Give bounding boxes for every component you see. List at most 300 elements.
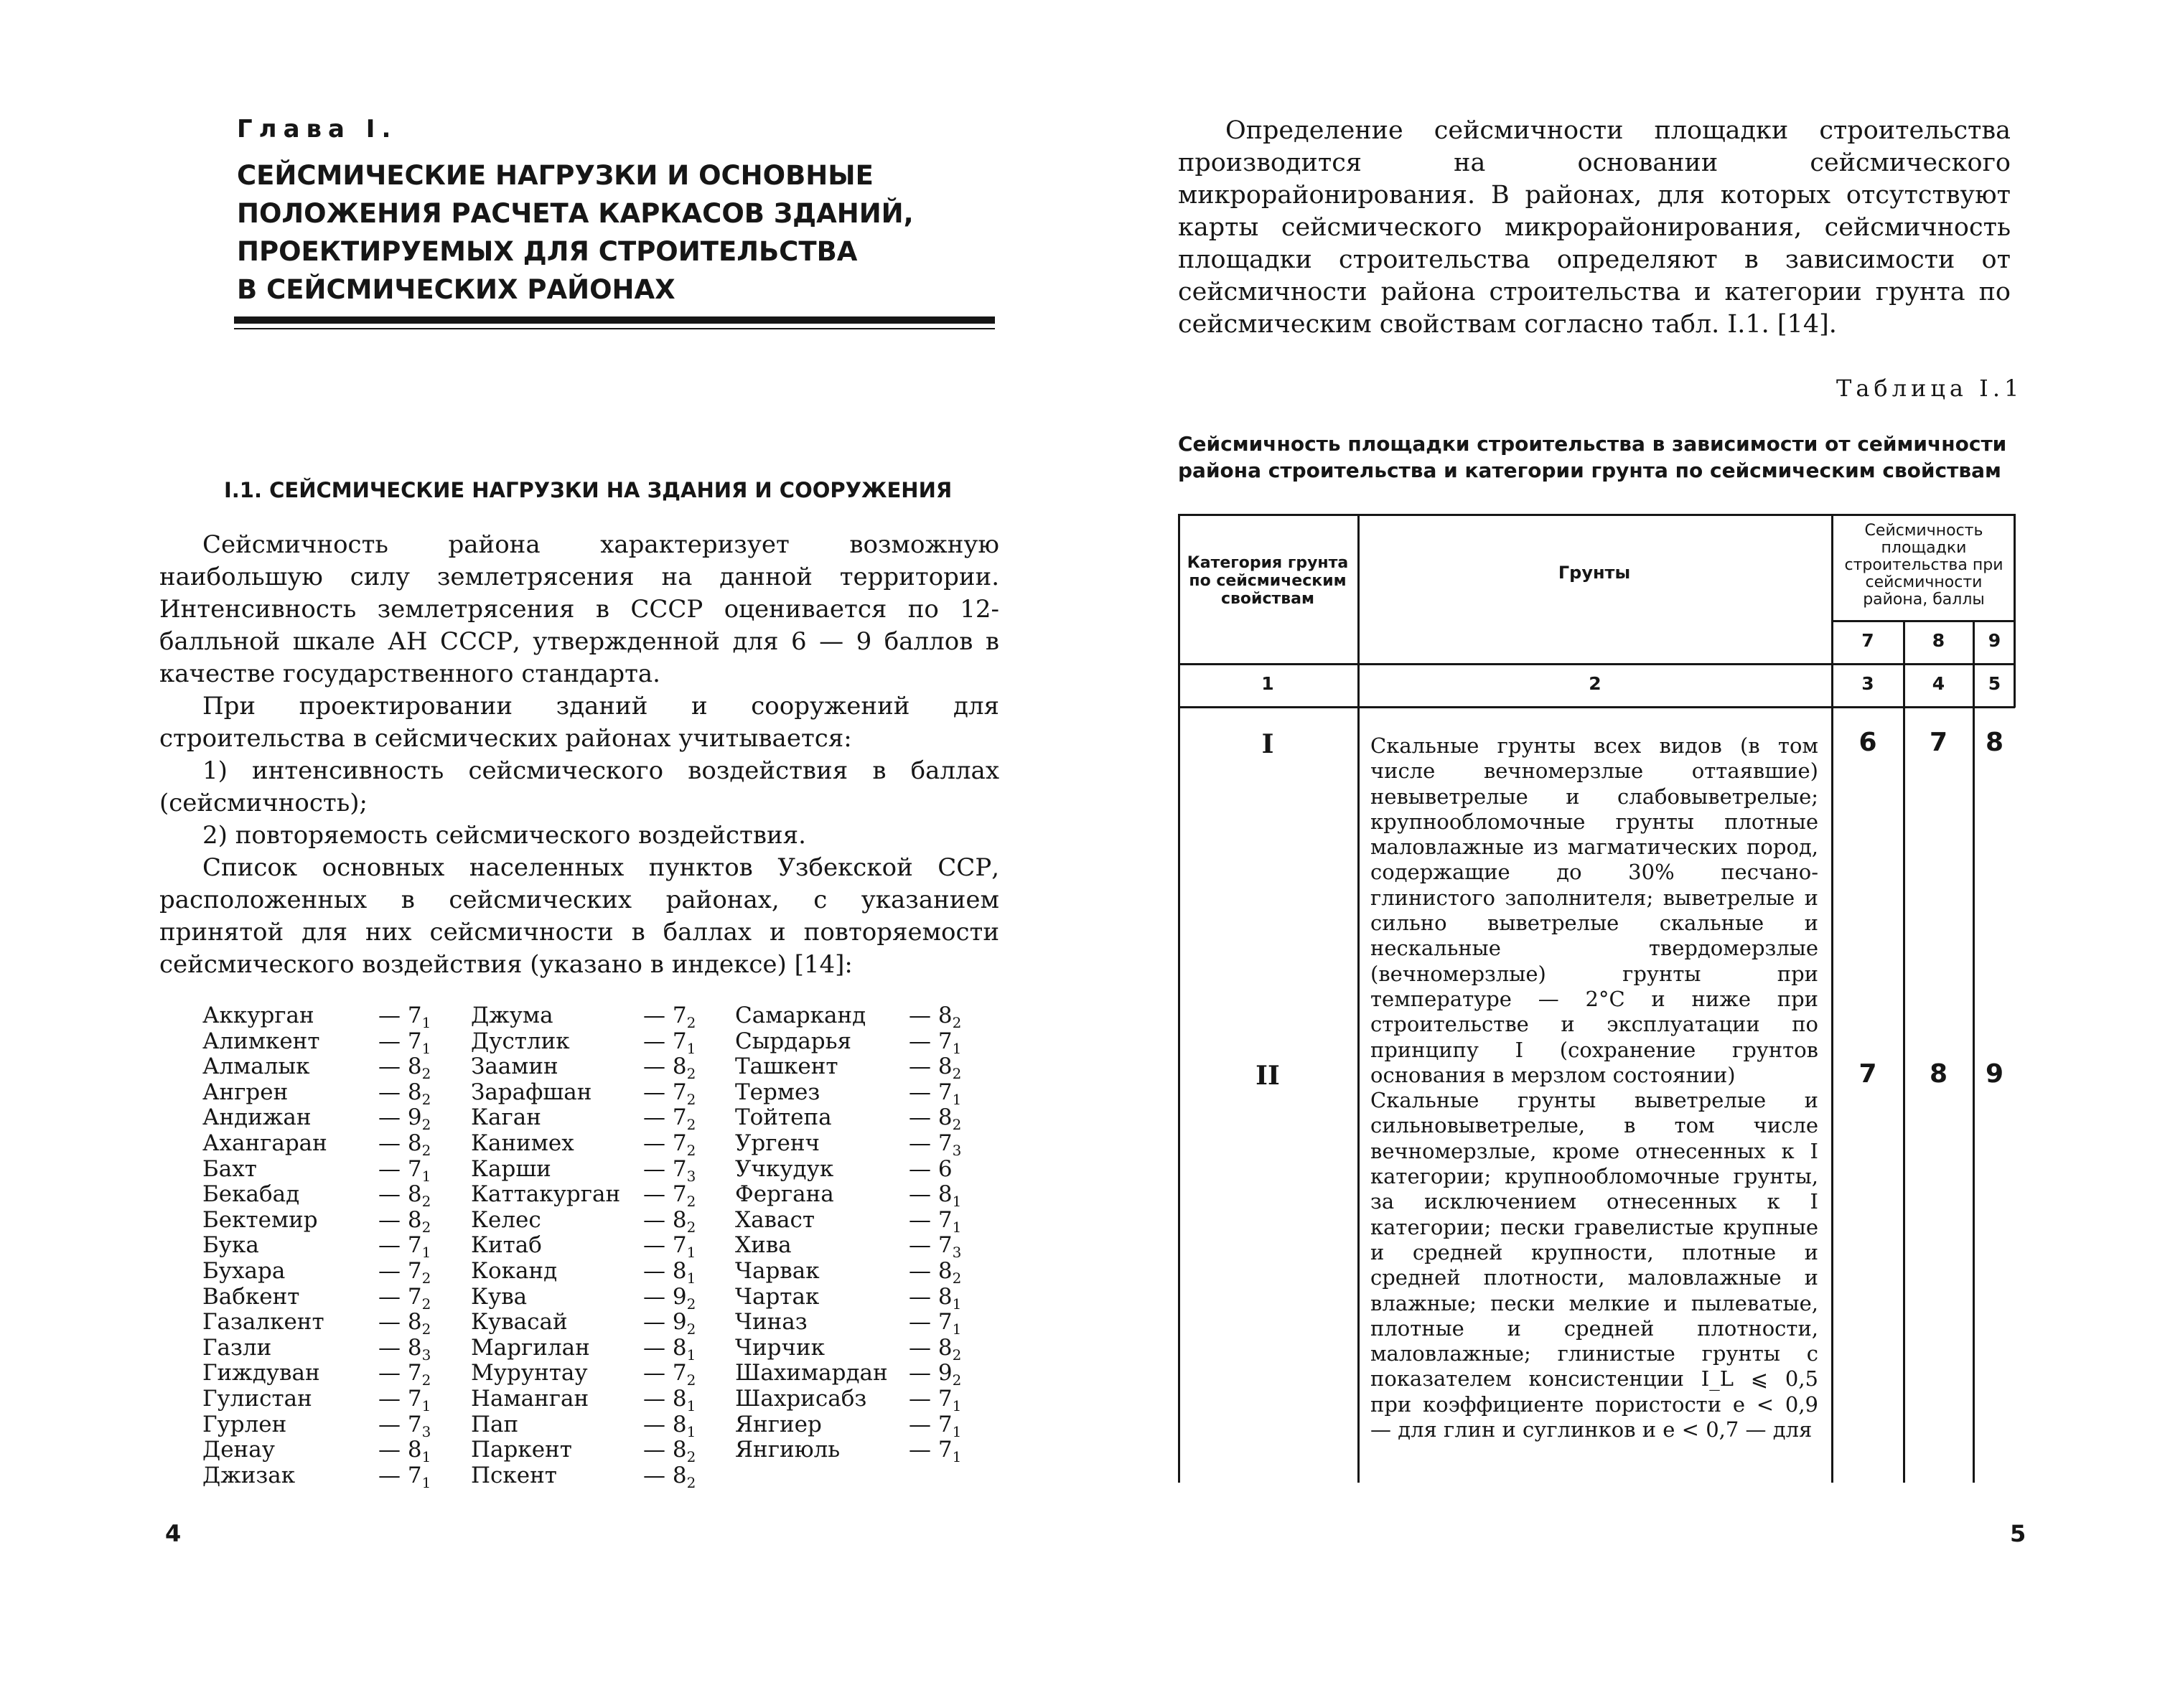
city-seismicity — [643, 1463, 696, 1489]
city-seismicity-value: — 7 — [643, 1181, 687, 1208]
city-repeatability-index: 1 — [686, 1422, 696, 1440]
city-repeatability-index: 1 — [686, 1244, 696, 1262]
city-row — [735, 1360, 962, 1389]
city-row — [471, 1029, 696, 1055]
header-seismicity-9: 9 — [1988, 630, 2001, 651]
city-name: Чирчик — [735, 1334, 825, 1361]
city-seismicity-value: — 7 — [378, 1360, 422, 1386]
city-name: Карши — [471, 1155, 551, 1182]
city-repeatability-index: 2 — [686, 1142, 696, 1160]
category-I: I — [1261, 729, 1274, 759]
city-name: Ташкент — [735, 1054, 838, 1080]
city-name: Джума — [471, 1003, 553, 1028]
city-seismicity — [378, 1130, 431, 1160]
city-column-1 — [202, 1003, 431, 1491]
city-row — [471, 1157, 696, 1183]
city-seismicity-value: — 7 — [909, 1028, 953, 1054]
city-name: Чартак — [735, 1283, 820, 1310]
city-seismicity — [909, 1157, 953, 1183]
city-row — [202, 1104, 431, 1134]
city-seismicity — [643, 1385, 696, 1415]
city-repeatability-index: 3 — [421, 1346, 431, 1364]
city-seismicity — [378, 1104, 431, 1134]
left-page — [0, 0, 1082, 1708]
city-row — [202, 1259, 431, 1285]
city-seismicity-value: — 7 — [378, 1385, 422, 1412]
city-name: Заамин — [471, 1054, 558, 1080]
city-repeatability-index: 1 — [952, 1090, 962, 1108]
city-seismicity — [378, 1003, 431, 1032]
city-seismicity — [643, 1104, 696, 1134]
city-name: Учкудук — [735, 1155, 834, 1182]
city-seismicity-value: — 8 — [909, 1054, 953, 1080]
city-repeatability-index: 1 — [421, 1244, 431, 1262]
city-repeatability-index: 1 — [421, 1448, 431, 1466]
city-seismicity — [643, 1157, 696, 1183]
city-name: Кува — [471, 1283, 528, 1310]
city-row — [202, 1385, 431, 1415]
city-repeatability-index: 2 — [421, 1320, 431, 1338]
city-seismicity — [378, 1208, 431, 1234]
city-name: Самарканд — [735, 1003, 866, 1028]
city-repeatability-index: 2 — [686, 1014, 696, 1032]
city-seismicity — [378, 1385, 431, 1415]
city-row — [202, 1310, 431, 1336]
header-soils: Грунты — [1558, 563, 1631, 583]
city-name: Джизак — [202, 1462, 296, 1488]
title-rule — [234, 316, 995, 324]
city-name: Газалкент — [202, 1309, 324, 1336]
city-column-2 — [471, 1003, 696, 1491]
city-name: Гурлен — [202, 1411, 287, 1437]
city-seismicity-value: — 8 — [378, 1206, 422, 1233]
city-name: Ахангаран — [202, 1130, 327, 1156]
title-rule-thin — [234, 328, 995, 329]
city-name: Пскент — [471, 1462, 557, 1488]
city-repeatability-index: 2 — [686, 1371, 696, 1389]
city-name: Гулистан — [202, 1385, 312, 1412]
city-seismicity — [643, 1334, 696, 1364]
table-row-divider — [1833, 620, 2015, 622]
city-row — [202, 1003, 431, 1032]
city-name: Андижан — [202, 1104, 312, 1131]
city-repeatability-index: 2 — [421, 1090, 431, 1108]
paragraph: Определение сейсмичности площадки строительства производится на основании сейсмического микрорайонирования. В районах, для которых отсутствуют карты сейсмического микрорайонирования, сейсмичность площадки строительства определяют в зависимости от сейсмичности района строительства и категории грунта по сейсмическим свойствам согласно табл. I.1. [14]. — [1178, 116, 2011, 339]
paragraph: 1) интенсивность сейсмического воздействия в баллах (сейсмичность); — [159, 756, 999, 817]
city-seismicity — [909, 1080, 961, 1106]
city-seismicity-value: — 9 — [909, 1360, 953, 1386]
city-name: Тойтепа — [735, 1104, 832, 1131]
city-row — [202, 1334, 431, 1364]
city-row — [471, 1412, 696, 1438]
city-name: Келес — [471, 1206, 541, 1233]
city-seismicity — [643, 1232, 696, 1262]
city-seismicity — [643, 1029, 696, 1055]
city-repeatability-index: 1 — [421, 1014, 431, 1032]
city-repeatability-index: 2 — [421, 1193, 431, 1211]
city-seismicity-value: — 8 — [378, 1334, 422, 1361]
city-seismicity-value: — 7 — [643, 1104, 687, 1131]
city-name: Ургенч — [735, 1130, 820, 1156]
city-seismicity — [909, 1104, 962, 1134]
city-column-3 — [735, 1003, 962, 1466]
city-seismicity-value: — 8 — [909, 1181, 953, 1208]
right-page — [1082, 0, 2165, 1708]
city-seismicity-value: — 7 — [643, 1003, 687, 1028]
city-row — [202, 1283, 431, 1313]
city-row — [471, 1104, 696, 1134]
seismicity-value: 7 — [1858, 1059, 1877, 1089]
city-seismicity-value: — 8 — [643, 1462, 687, 1488]
city-seismicity-value: — 7 — [378, 1003, 422, 1028]
city-repeatability-index: 3 — [686, 1167, 696, 1185]
city-name: Дустлик — [471, 1028, 570, 1054]
chapter-label: Глава I. — [237, 115, 398, 144]
city-row — [471, 1232, 696, 1262]
city-seismicity — [909, 1003, 962, 1032]
city-repeatability-index: 3 — [421, 1422, 431, 1440]
city-repeatability-index: 2 — [686, 1116, 696, 1134]
city-repeatability-index: 2 — [686, 1295, 696, 1313]
city-name: Газли — [202, 1334, 272, 1361]
city-seismicity-value: — 7 — [643, 1028, 687, 1054]
page-number: 4 — [165, 1520, 182, 1547]
city-name: Термез — [735, 1079, 820, 1105]
city-repeatability-index: 2 — [421, 1270, 431, 1287]
city-row — [471, 1259, 696, 1285]
city-row — [471, 1181, 696, 1211]
city-name: Аккурган — [202, 1003, 314, 1028]
city-seismicity — [378, 1181, 431, 1211]
city-row — [471, 1080, 696, 1106]
city-row — [471, 1208, 696, 1234]
city-name: Вабкент — [202, 1283, 300, 1310]
city-name: Пап — [471, 1411, 519, 1437]
city-seismicity — [378, 1054, 431, 1083]
city-seismicity — [909, 1412, 961, 1438]
city-row — [735, 1104, 962, 1134]
city-seismicity-value: — 7 — [909, 1232, 953, 1259]
city-seismicity — [378, 1437, 431, 1466]
soil-description — [1370, 733, 1818, 1442]
city-seismicity-value: — 7 — [378, 1257, 422, 1284]
chapter-title — [237, 156, 998, 309]
city-seismicity — [643, 1283, 696, 1313]
city-name: Бука — [202, 1232, 259, 1259]
city-seismicity-value: — 8 — [909, 1334, 953, 1361]
city-seismicity — [643, 1054, 696, 1083]
city-name: Бухара — [202, 1257, 286, 1284]
table-border-left — [1178, 514, 1180, 1483]
city-seismicity-value: — 7 — [909, 1437, 953, 1463]
city-row — [735, 1208, 961, 1234]
intro-paragraph — [1178, 115, 2011, 341]
city-row — [471, 1437, 696, 1466]
city-repeatability-index: 1 — [421, 1397, 431, 1415]
city-row — [202, 1437, 431, 1466]
city-seismicity-value: — 8 — [909, 1257, 953, 1284]
city-repeatability-index: 2 — [952, 1065, 962, 1083]
table-row-divider — [1178, 706, 2015, 708]
city-name: Канимех — [471, 1130, 574, 1156]
city-row — [202, 1412, 431, 1438]
city-seismicity — [643, 1412, 696, 1438]
city-seismicity-value: — 7 — [378, 1283, 422, 1310]
city-seismicity — [643, 1003, 696, 1032]
city-seismicity — [909, 1054, 962, 1083]
seismicity-table — [1178, 514, 2015, 1483]
city-seismicity-value: — 8 — [643, 1206, 687, 1233]
city-repeatability-index: 1 — [952, 1448, 962, 1466]
city-row — [471, 1385, 696, 1415]
city-row — [202, 1232, 431, 1262]
city-seismicity-value: — 7 — [643, 1360, 687, 1386]
city-seismicity — [909, 1029, 961, 1055]
paragraph: Список основных населенных пунктов Узбекской ССР, расположенных в сейсмических районах, с указанием принятой для них сейсмичности в баллах и повторяемости сейсмического воздействия (указано в индексе) [14]: — [159, 853, 999, 979]
chapter-title-line: В СЕЙСМИЧЕСКИХ РАЙОНАХ — [237, 274, 675, 305]
header-seismicity-8: 8 — [1932, 630, 1945, 651]
city-repeatability-index: 1 — [952, 1422, 962, 1440]
city-seismicity-value: — 8 — [643, 1334, 687, 1361]
city-repeatability-index: 2 — [952, 1371, 962, 1389]
city-repeatability-index: 1 — [686, 1039, 696, 1057]
header-seismicity-7: 7 — [1861, 630, 1874, 651]
city-seismicity-value: — 7 — [378, 1462, 422, 1488]
city-name: Алимкент — [202, 1028, 320, 1054]
city-seismicity-value: — 8 — [643, 1437, 687, 1463]
city-name: Бахт — [202, 1155, 257, 1182]
city-seismicity-value: — 7 — [643, 1079, 687, 1105]
city-repeatability-index: 3 — [952, 1244, 962, 1262]
paragraph: 2) повторяемость сейсмического воздействия. — [202, 821, 806, 850]
seismicity-value: 9 — [1985, 1059, 2004, 1089]
city-name: Шахрисабз — [735, 1385, 867, 1412]
city-seismicity-value: — 8 — [909, 1104, 953, 1131]
city-seismicity-value: — 8 — [909, 1003, 953, 1028]
city-name: Ангрен — [202, 1079, 289, 1105]
chapter-title-line: ПРОЕКТИРУЕМЫХ ДЛЯ СТРОИТЕЛЬСТВА — [237, 236, 858, 267]
city-repeatability-index: 2 — [421, 1295, 431, 1313]
city-repeatability-index: 3 — [952, 1142, 962, 1160]
city-seismicity — [909, 1283, 962, 1313]
city-row — [471, 1463, 696, 1489]
city-row — [471, 1130, 696, 1160]
page-number: 5 — [2010, 1520, 2026, 1547]
city-seismicity-value: — 7 — [643, 1130, 687, 1156]
city-seismicity — [378, 1259, 431, 1285]
city-row — [735, 1259, 961, 1285]
paragraph: При проектировании зданий и сооружений для строительства в сейсмических районах учитывается: — [159, 692, 999, 753]
city-name: Мурунтау — [471, 1360, 588, 1386]
city-row — [202, 1360, 431, 1389]
table-column-divider — [1831, 514, 1833, 1483]
city-row — [471, 1334, 696, 1364]
city-seismicity — [378, 1232, 431, 1262]
city-repeatability-index: 2 — [952, 1270, 962, 1287]
city-name: Чарвак — [735, 1257, 820, 1284]
city-seismicity — [643, 1130, 696, 1160]
city-seismicity-value: — 7 — [643, 1155, 687, 1182]
city-seismicity-value: — 8 — [378, 1054, 422, 1080]
city-seismicity-value: — 9 — [643, 1283, 687, 1310]
city-row — [735, 1334, 962, 1364]
seismicity-value: 6 — [1858, 728, 1877, 757]
city-repeatability-index: 2 — [686, 1090, 696, 1108]
city-row — [202, 1029, 431, 1055]
city-seismicity-value: — 7 — [909, 1079, 953, 1105]
city-repeatability-index: 2 — [686, 1473, 696, 1491]
city-name: Гиждуван — [202, 1360, 320, 1386]
city-row — [735, 1385, 962, 1415]
city-seismicity — [643, 1080, 696, 1106]
city-seismicity-value: — 8 — [378, 1437, 422, 1463]
city-repeatability-index: 1 — [421, 1167, 431, 1185]
city-repeatability-index: 1 — [686, 1270, 696, 1287]
city-seismicity — [378, 1157, 431, 1183]
table-label: Таблица I.1 — [1836, 375, 2024, 402]
column-number: 3 — [1861, 673, 1874, 694]
city-name: Кувасай — [471, 1309, 568, 1336]
city-row — [202, 1054, 431, 1083]
city-repeatability-index: 2 — [421, 1116, 431, 1134]
city-name: Маргилан — [471, 1334, 590, 1361]
city-repeatability-index: 1 — [952, 1397, 962, 1415]
soil-text-category-I: Скальные грунты всех видов (в том числе вечномерзлые оттаявшие) невыветрелые и слабовыветрелые; крупнообломочные грунты плотные маловлажные из магматических пород, содержащие до 30% песчано-глинистого заполнителя; выветрелые и сильно выветрелые скальные и нескальные твердомерзлые (вечномерзлые) грунты при температуре — 2°С и ниже при строительстве и эксплуатации по принципу I (сохранение грунтов основания в мерзлом состоянии) — [1370, 733, 1818, 1087]
city-repeatability-index: 2 — [421, 1371, 431, 1389]
city-seismicity-value: — 8 — [643, 1411, 687, 1437]
city-repeatability-index: 2 — [686, 1193, 696, 1211]
city-row — [202, 1181, 431, 1211]
city-row — [735, 1232, 962, 1262]
seismicity-value: 7 — [1929, 728, 1948, 757]
city-repeatability-index: 2 — [686, 1320, 696, 1338]
city-repeatability-index: 2 — [952, 1346, 962, 1364]
city-repeatability-index: 2 — [421, 1065, 431, 1083]
city-seismicity — [378, 1029, 431, 1055]
city-seismicity — [909, 1360, 962, 1389]
city-seismicity — [909, 1437, 962, 1466]
city-row — [471, 1054, 696, 1083]
city-name: Зарафшан — [471, 1079, 592, 1105]
city-name: Сырдарья — [735, 1028, 852, 1054]
city-seismicity-value: — 8 — [378, 1181, 422, 1208]
city-repeatability-index: 1 — [686, 1397, 696, 1415]
city-seismicity — [909, 1334, 962, 1364]
city-row — [202, 1463, 431, 1489]
column-number: 2 — [1589, 673, 1601, 694]
header-category: Категория грунта по сейсмическим свойствам — [1187, 554, 1349, 608]
column-number: 1 — [1261, 673, 1274, 694]
city-name: Шахимардан — [735, 1360, 888, 1386]
city-seismicity — [378, 1334, 431, 1364]
city-seismicity-value: — 9 — [378, 1104, 422, 1131]
city-row — [471, 1003, 696, 1032]
city-seismicity-value: — 8 — [909, 1283, 953, 1310]
city-name: Каган — [471, 1104, 541, 1131]
city-name: Янгиер — [735, 1411, 822, 1437]
city-seismicity — [909, 1130, 962, 1160]
city-seismicity-value: — 7 — [643, 1232, 687, 1259]
chapter-title-line: СЕЙСМИЧЕСКИЕ НАГРУЗКИ И ОСНОВНЫЕ — [237, 160, 874, 191]
city-seismicity — [643, 1208, 696, 1234]
city-seismicity-value: — 7 — [909, 1411, 953, 1437]
city-seismicity — [909, 1181, 962, 1211]
city-repeatability-index: 1 — [952, 1320, 962, 1338]
city-repeatability-index: 1 — [421, 1039, 431, 1057]
city-row — [735, 1412, 961, 1438]
city-row — [471, 1283, 696, 1313]
city-row — [735, 1283, 962, 1313]
city-seismicity-value: — 8 — [643, 1054, 687, 1080]
city-seismicity — [378, 1412, 431, 1438]
city-seismicity-value: — 8 — [378, 1130, 422, 1156]
city-seismicity-value: — 8 — [378, 1079, 422, 1105]
city-row — [202, 1208, 431, 1234]
city-seismicity-value: — 8 — [643, 1257, 687, 1284]
city-seismicity — [378, 1283, 431, 1313]
city-repeatability-index: 2 — [686, 1218, 696, 1236]
city-seismicity — [909, 1259, 961, 1285]
city-repeatability-index: 1 — [952, 1218, 962, 1236]
city-repeatability-index: 1 — [952, 1295, 962, 1313]
city-row — [735, 1029, 961, 1055]
city-name: Янгиюль — [735, 1437, 841, 1463]
city-name: Коканд — [471, 1257, 558, 1284]
city-seismicity-value: — 7 — [909, 1206, 953, 1233]
city-seismicity — [643, 1437, 696, 1466]
column-number: 5 — [1988, 673, 2001, 694]
city-seismicity — [909, 1232, 962, 1262]
city-name: Китаб — [471, 1232, 542, 1259]
city-repeatability-index: 2 — [686, 1065, 696, 1083]
city-repeatability-index: 1 — [952, 1039, 962, 1057]
city-name: Хива — [735, 1232, 792, 1259]
city-seismicity — [643, 1360, 696, 1389]
section-heading: I.1. СЕЙСМИЧЕСКИЕ НАГРУЗКИ НА ЗДАНИЯ И СООРУЖЕНИЯ — [224, 478, 953, 502]
city-row — [735, 1130, 962, 1160]
soil-text-category-II: Скальные грунты выветрелые и сильновыветрелые, в том числе вечномерзлые, кроме отнесенных к I категории; крупнообломочные грунты, за исключением отнесенных к I категории; пески гравелистые крупные и средней крупности, плотные и средней плотности, маловлажные и влажные; пески мелкие и пылеватые, плотные и средней плотности, маловлажные; глинистые грунты с показателем консистенции I_L ⩽ 0,5 при коэффициенте пористости e < 0,9 — для глин и суглинков и e < 0,7 — для — [1370, 1088, 1818, 1442]
city-name: Бекабад — [202, 1181, 300, 1208]
city-row — [471, 1360, 696, 1389]
city-repeatability-index: 2 — [952, 1116, 962, 1134]
city-repeatability-index: 1 — [421, 1473, 431, 1491]
city-row — [735, 1003, 962, 1032]
category-II: II — [1255, 1061, 1280, 1091]
city-name: Хаваст — [735, 1206, 815, 1233]
city-seismicity — [643, 1310, 696, 1336]
city-row — [735, 1157, 961, 1183]
city-seismicity — [643, 1181, 696, 1211]
city-row — [735, 1080, 961, 1106]
city-repeatability-index: 1 — [952, 1193, 962, 1211]
city-seismicity — [643, 1259, 696, 1285]
city-repeatability-index: 2 — [686, 1448, 696, 1466]
city-seismicity-value: — 7 — [909, 1309, 953, 1336]
table-caption: Сейсмичность площадки строительства в зависимости от сеймичности района строительства и категории грунта по сейсмическим свойствам — [1178, 432, 2007, 482]
city-name: Каттакурган — [471, 1181, 621, 1208]
table-column-divider — [1357, 514, 1360, 1483]
city-row — [202, 1080, 431, 1106]
city-seismicity-value: — 7 — [909, 1385, 953, 1412]
city-repeatability-index: 2 — [421, 1142, 431, 1160]
seismicity-value: 8 — [1929, 1059, 1948, 1089]
city-seismicity-value: — 7 — [378, 1232, 422, 1259]
city-seismicity-value: — 9 — [643, 1309, 687, 1336]
city-row — [202, 1130, 431, 1160]
city-seismicity — [378, 1360, 431, 1389]
city-name: Наманган — [471, 1385, 589, 1412]
city-seismicity — [378, 1080, 431, 1106]
